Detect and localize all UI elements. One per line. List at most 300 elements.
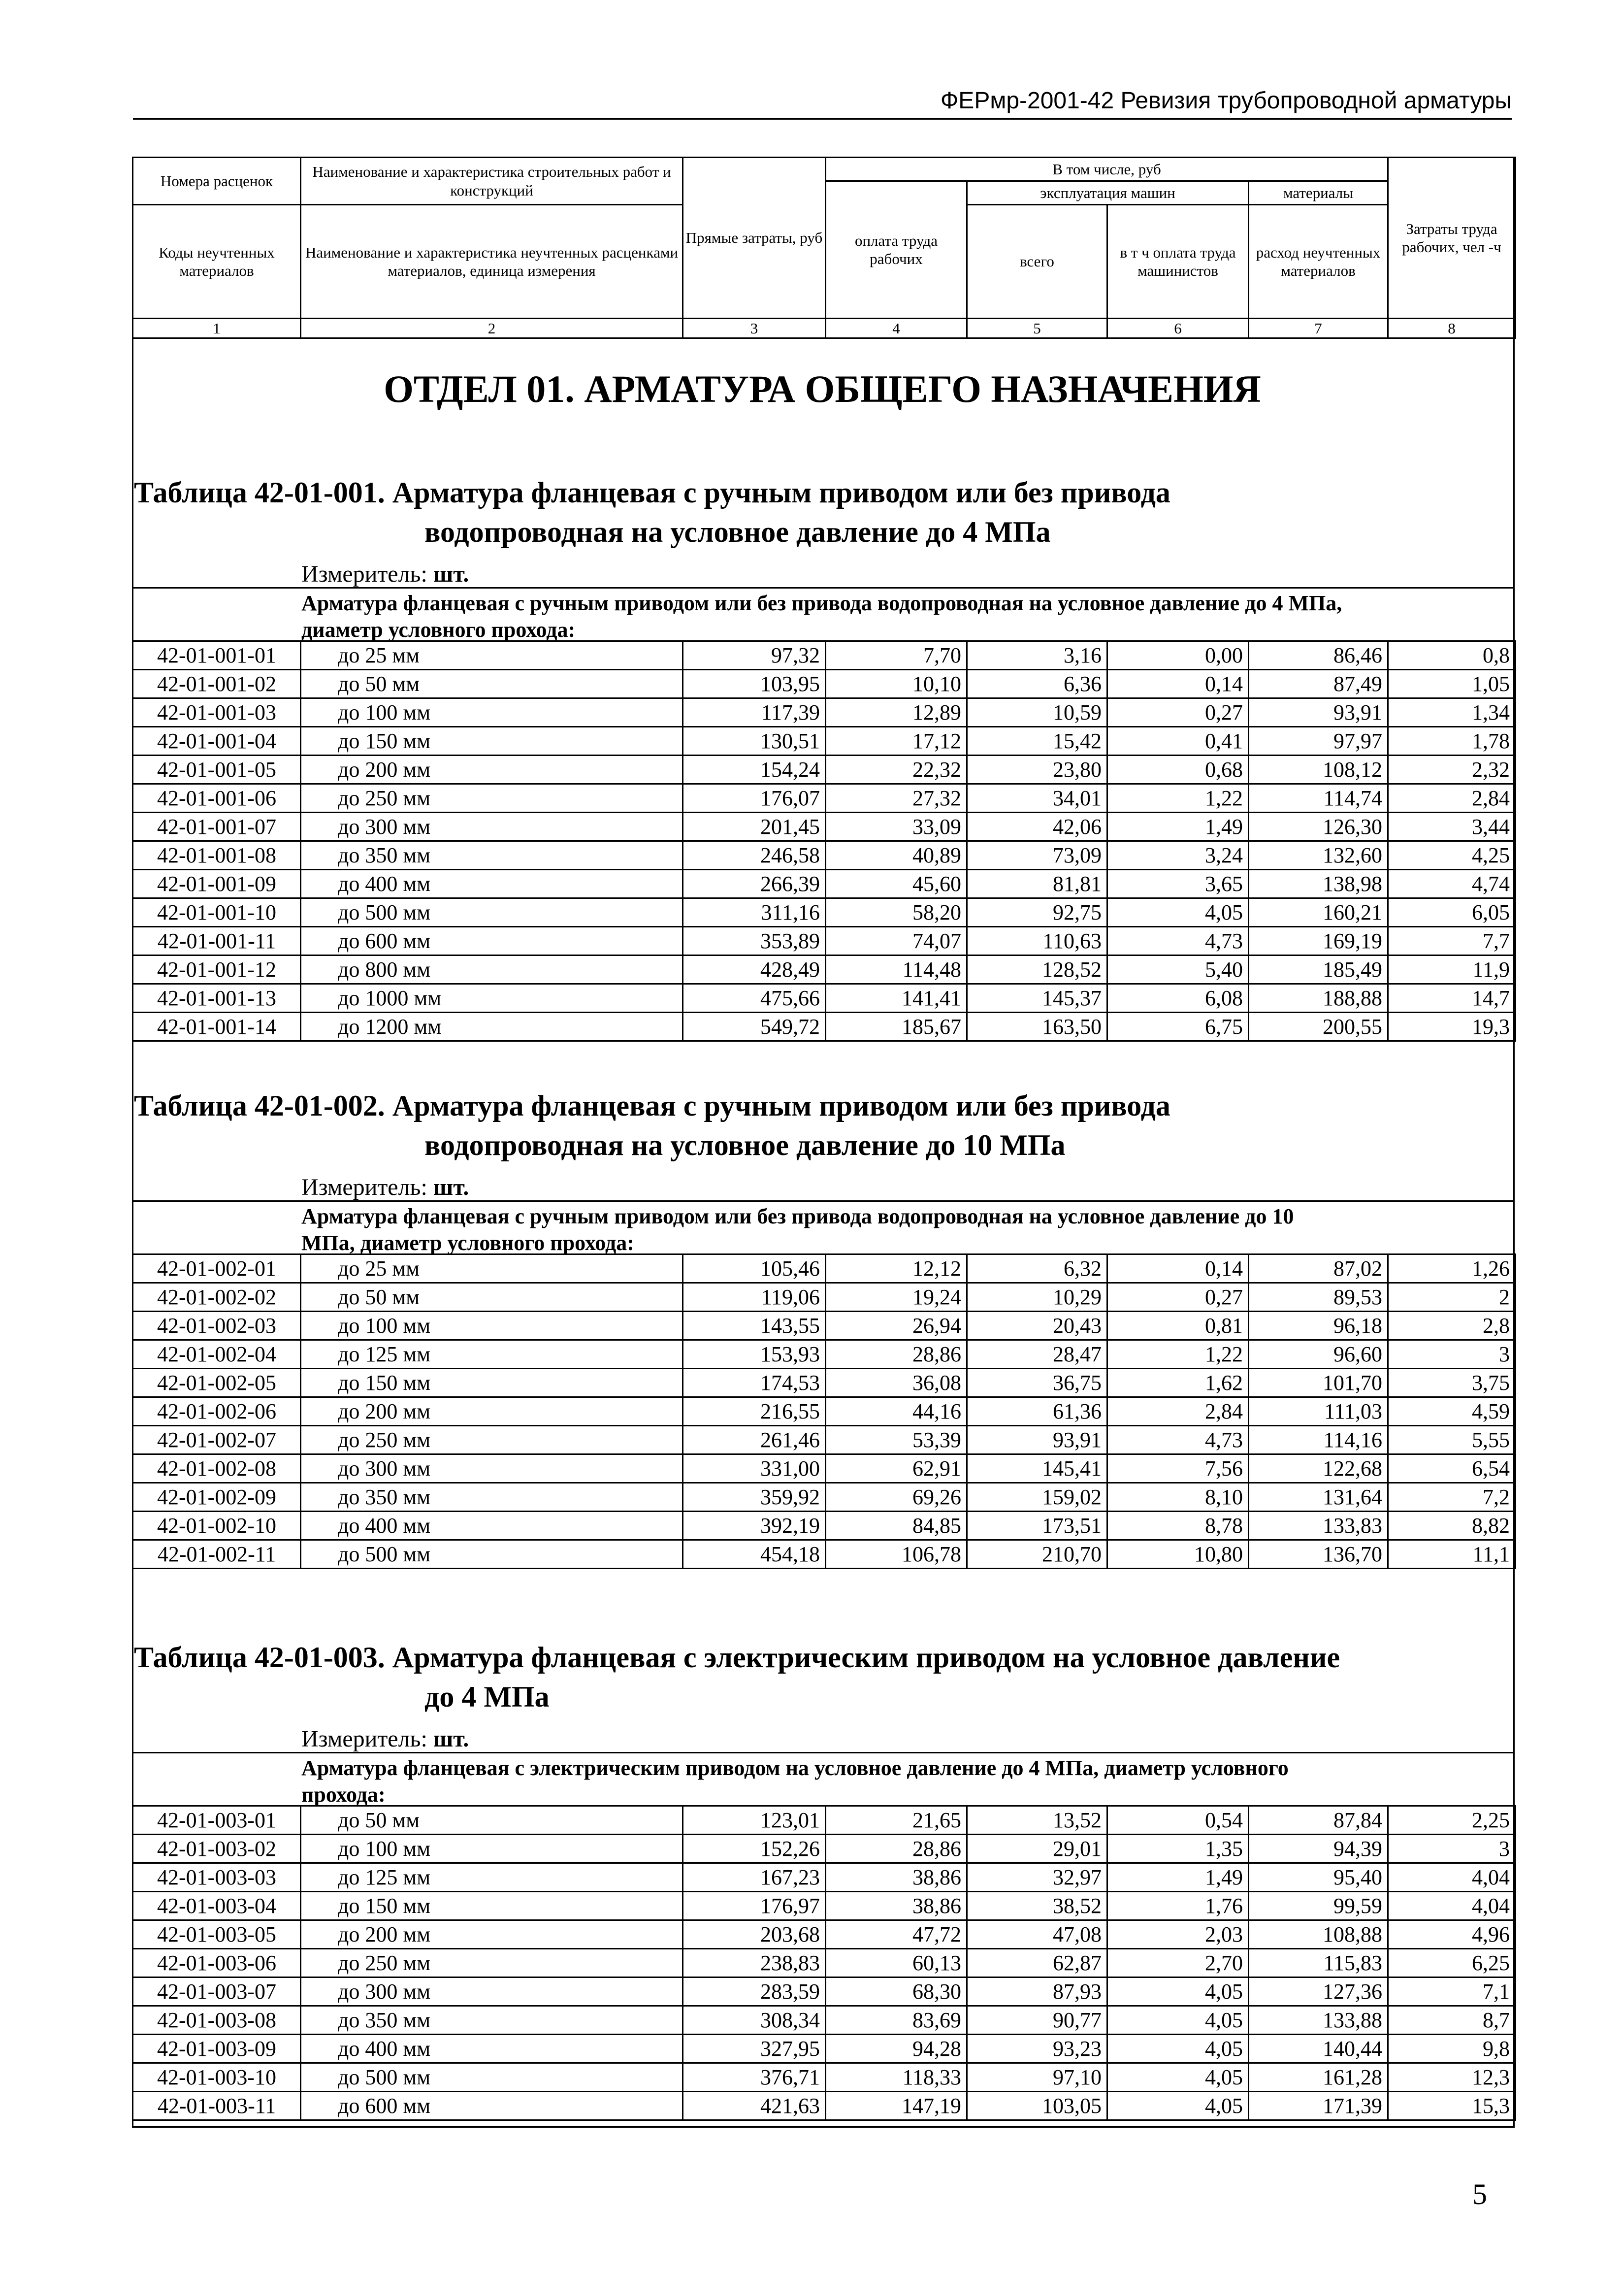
machinist-pay: 8,10 xyxy=(1107,1483,1249,1512)
labor-hours: 7,7 xyxy=(1388,927,1516,956)
labor-pay: 7,70 xyxy=(826,641,967,670)
table-title xyxy=(134,1638,1508,1716)
table-row xyxy=(133,1340,1516,1369)
materials: 161,28 xyxy=(1249,2063,1388,2092)
materials: 97,97 xyxy=(1249,727,1388,756)
table-row xyxy=(133,1312,1516,1340)
rate-name: до 250 мм xyxy=(301,784,683,813)
machinist-pay: 0,27 xyxy=(1107,698,1249,727)
labor-pay: 185,67 xyxy=(826,1013,967,1041)
machinist-pay: 1,76 xyxy=(1107,1892,1249,1920)
labor-pay: 12,89 xyxy=(826,698,967,727)
labor-hours: 3 xyxy=(1388,1340,1516,1369)
labor-hours: 2 xyxy=(1388,1283,1516,1312)
table-row xyxy=(133,1283,1516,1312)
column-number-row xyxy=(133,319,1516,338)
rate-name: до 125 мм xyxy=(301,1863,683,1892)
machinist-pay: 0,00 xyxy=(1107,641,1249,670)
rate-name: до 600 мм xyxy=(301,927,683,956)
rate-code: 42-01-003-07 xyxy=(133,1977,301,2006)
materials: 96,60 xyxy=(1249,1340,1388,1369)
labor-pay: 69,26 xyxy=(826,1483,967,1512)
labor-pay: 62,91 xyxy=(826,1454,967,1483)
direct-cost: 392,19 xyxy=(683,1512,826,1540)
labor-pay: 47,72 xyxy=(826,1920,967,1949)
direct-cost: 123,01 xyxy=(683,1806,826,1835)
rate-name: до 1000 мм xyxy=(301,984,683,1013)
direct-cost: 376,71 xyxy=(683,2063,826,2092)
direct-cost: 266,39 xyxy=(683,870,826,898)
materials: 96,18 xyxy=(1249,1312,1388,1340)
materials: 89,53 xyxy=(1249,1283,1388,1312)
rate-code: 42-01-002-02 xyxy=(133,1283,301,1312)
column-number: 7 xyxy=(1249,319,1388,338)
machines-total: 10,59 xyxy=(967,698,1107,727)
machines-total: 29,01 xyxy=(967,1835,1107,1863)
rate-name: до 250 мм xyxy=(301,1949,683,1977)
labor-hours: 7,2 xyxy=(1388,1483,1516,1512)
machines-total: 6,36 xyxy=(967,670,1107,698)
rate-name: до 100 мм xyxy=(301,698,683,727)
rate-code: 42-01-003-03 xyxy=(133,1863,301,1892)
rate-code: 42-01-002-04 xyxy=(133,1340,301,1369)
machinist-pay: 1,35 xyxy=(1107,1835,1249,1863)
labor-hours: 3 xyxy=(1388,1835,1516,1863)
group-divider xyxy=(132,587,1515,589)
machines-total: 97,10 xyxy=(967,2063,1107,2092)
rate-code: 42-01-003-08 xyxy=(133,2006,301,2035)
materials: 93,91 xyxy=(1249,698,1388,727)
machinist-pay: 7,56 xyxy=(1107,1454,1249,1483)
table-row xyxy=(133,756,1516,784)
machinist-pay: 6,75 xyxy=(1107,1013,1249,1041)
table-title-line1: Таблица 42-01-001. Арматура фланцевая с ручным приводом или без привода xyxy=(134,476,1170,509)
labor-hours: 4,04 xyxy=(1388,1863,1516,1892)
materials: 188,88 xyxy=(1249,984,1388,1013)
materials: 132,60 xyxy=(1249,841,1388,870)
labor-pay: 36,08 xyxy=(826,1369,967,1397)
unit-value: шт. xyxy=(433,561,469,587)
machines-total: 81,81 xyxy=(967,870,1107,898)
labor-hours: 2,84 xyxy=(1388,784,1516,813)
table-row xyxy=(133,641,1516,670)
rate-code: 42-01-003-05 xyxy=(133,1920,301,1949)
machines-total: 145,37 xyxy=(967,984,1107,1013)
rate-code: 42-01-003-04 xyxy=(133,1892,301,1920)
machinist-pay: 1,49 xyxy=(1107,813,1249,841)
header-incl: В том числе, руб xyxy=(826,158,1388,181)
rate-code: 42-01-003-01 xyxy=(133,1806,301,1835)
direct-cost: 261,46 xyxy=(683,1426,826,1454)
rate-code: 42-01-001-05 xyxy=(133,756,301,784)
machines-total: 23,80 xyxy=(967,756,1107,784)
labor-pay: 106,78 xyxy=(826,1540,967,1569)
rate-code: 42-01-002-03 xyxy=(133,1312,301,1340)
table-title-line2: до 4 МПа xyxy=(424,1681,550,1713)
rate-name: до 1200 мм xyxy=(301,1013,683,1041)
direct-cost: 119,06 xyxy=(683,1283,826,1312)
description-line1: Арматура фланцевая с электрическим приводом на условное давление до 4 МПа, диаметр условного xyxy=(301,1756,1289,1780)
machines-total: 73,09 xyxy=(967,841,1107,870)
table-title xyxy=(134,473,1508,552)
table-row xyxy=(133,1949,1516,1977)
rate-code: 42-01-002-11 xyxy=(133,1540,301,1569)
column-number: 6 xyxy=(1107,319,1249,338)
rate-code: 42-01-002-01 xyxy=(133,1254,301,1283)
machinist-pay: 4,05 xyxy=(1107,2006,1249,2035)
labor-hours: 9,8 xyxy=(1388,2035,1516,2063)
machinist-pay: 1,62 xyxy=(1107,1369,1249,1397)
labor-pay: 28,86 xyxy=(826,1340,967,1369)
rate-code: 42-01-002-08 xyxy=(133,1454,301,1483)
rate-name: до 125 мм xyxy=(301,1340,683,1369)
labor-hours: 8,82 xyxy=(1388,1512,1516,1540)
rate-name: до 250 мм xyxy=(301,1426,683,1454)
table-row xyxy=(133,1806,1516,1835)
rate-code: 42-01-001-09 xyxy=(133,870,301,898)
rate-name: до 600 мм xyxy=(301,2092,683,2120)
labor-pay: 38,86 xyxy=(826,1863,967,1892)
machinist-pay: 0,81 xyxy=(1107,1312,1249,1340)
labor-hours: 1,26 xyxy=(1388,1254,1516,1283)
table-row xyxy=(133,984,1516,1013)
machines-total: 3,16 xyxy=(967,641,1107,670)
machinist-pay: 1,22 xyxy=(1107,784,1249,813)
unit-line xyxy=(301,1726,469,1752)
machinist-pay: 4,05 xyxy=(1107,2092,1249,2120)
labor-hours: 2,8 xyxy=(1388,1312,1516,1340)
machinist-pay: 0,41 xyxy=(1107,727,1249,756)
header-machines: эксплуатация машин xyxy=(967,181,1249,205)
labor-hours: 3,44 xyxy=(1388,813,1516,841)
materials: 111,03 xyxy=(1249,1397,1388,1426)
rates-table xyxy=(132,1253,1516,1569)
materials: 136,70 xyxy=(1249,1540,1388,1569)
table-row xyxy=(133,1540,1516,1569)
description-line2: прохода: xyxy=(301,1782,386,1807)
labor-pay: 27,32 xyxy=(826,784,967,813)
machinist-pay: 4,05 xyxy=(1107,1977,1249,2006)
materials: 114,74 xyxy=(1249,784,1388,813)
machines-total: 42,06 xyxy=(967,813,1107,841)
table-row xyxy=(133,841,1516,870)
table-row xyxy=(133,1369,1516,1397)
header-col5: всего xyxy=(967,205,1107,319)
labor-hours: 12,3 xyxy=(1388,2063,1516,2092)
labor-hours: 3,75 xyxy=(1388,1369,1516,1397)
labor-hours: 1,34 xyxy=(1388,698,1516,727)
rate-code: 42-01-001-04 xyxy=(133,727,301,756)
direct-cost: 475,66 xyxy=(683,984,826,1013)
labor-hours: 5,55 xyxy=(1388,1426,1516,1454)
rate-name: до 150 мм xyxy=(301,1369,683,1397)
machinist-pay: 2,03 xyxy=(1107,1920,1249,1949)
labor-pay: 44,16 xyxy=(826,1397,967,1426)
labor-hours: 4,04 xyxy=(1388,1892,1516,1920)
rate-code: 42-01-002-07 xyxy=(133,1426,301,1454)
direct-cost: 331,00 xyxy=(683,1454,826,1483)
direct-cost: 103,95 xyxy=(683,670,826,698)
rate-code: 42-01-002-06 xyxy=(133,1397,301,1426)
machines-total: 15,42 xyxy=(967,727,1107,756)
unit-label: Измеритель: xyxy=(301,1174,427,1200)
table-title-line1: Таблица 42-01-002. Арматура фланцевая с ручным приводом или без привода xyxy=(134,1089,1170,1122)
labor-pay: 114,48 xyxy=(826,956,967,984)
direct-cost: 130,51 xyxy=(683,727,826,756)
materials: 160,21 xyxy=(1249,898,1388,927)
group-description xyxy=(301,590,1513,643)
group-description xyxy=(301,1203,1513,1256)
rate-name: до 400 мм xyxy=(301,870,683,898)
description-line1: Арматура фланцевая с ручным приводом или без привода водопроводная на условное давление до 4 МПа, xyxy=(301,591,1342,615)
table-row xyxy=(133,898,1516,927)
materials: 140,44 xyxy=(1249,2035,1388,2063)
rate-code: 42-01-003-09 xyxy=(133,2035,301,2063)
materials: 108,88 xyxy=(1249,1920,1388,1949)
labor-hours: 8,7 xyxy=(1388,2006,1516,2035)
group-description xyxy=(301,1755,1513,1808)
rate-name: до 350 мм xyxy=(301,841,683,870)
labor-pay: 118,33 xyxy=(826,2063,967,2092)
table-row xyxy=(133,1835,1516,1863)
description-line2: диаметр условного прохода: xyxy=(301,618,576,642)
running-header: ФЕРмр-2001-42 Ревизия трубопроводной арматуры xyxy=(133,84,1512,120)
machines-total: 36,75 xyxy=(967,1369,1107,1397)
direct-cost: 117,39 xyxy=(683,698,826,727)
machines-total: 159,02 xyxy=(967,1483,1107,1512)
direct-cost: 152,26 xyxy=(683,1835,826,1863)
labor-hours: 4,25 xyxy=(1388,841,1516,870)
unit-value: шт. xyxy=(433,1726,469,1752)
rate-code: 42-01-001-12 xyxy=(133,956,301,984)
materials: 87,84 xyxy=(1249,1806,1388,1835)
rate-name: до 350 мм xyxy=(301,2006,683,2035)
rate-code: 42-01-002-05 xyxy=(133,1369,301,1397)
direct-cost: 176,07 xyxy=(683,784,826,813)
direct-cost: 283,59 xyxy=(683,1977,826,2006)
header-col8: Затраты труда рабочих, чел -ч xyxy=(1388,158,1516,319)
table-row xyxy=(133,1977,1516,2006)
rate-name: до 400 мм xyxy=(301,1512,683,1540)
machinist-pay: 2,70 xyxy=(1107,1949,1249,1977)
table-row xyxy=(133,1454,1516,1483)
direct-cost: 176,97 xyxy=(683,1892,826,1920)
labor-hours: 6,25 xyxy=(1388,1949,1516,1977)
rate-code: 42-01-001-01 xyxy=(133,641,301,670)
machines-total: 163,50 xyxy=(967,1013,1107,1041)
machines-total: 93,23 xyxy=(967,2035,1107,2063)
rate-code: 42-01-003-10 xyxy=(133,2063,301,2092)
labor-pay: 22,32 xyxy=(826,756,967,784)
rate-code: 42-01-002-09 xyxy=(133,1483,301,1512)
rate-code: 42-01-001-14 xyxy=(133,1013,301,1041)
table-row xyxy=(133,927,1516,956)
table-title-line2: водопроводная на условное давление до 10 МПа xyxy=(424,1129,1066,1161)
rate-name: до 200 мм xyxy=(301,1920,683,1949)
machines-total: 93,91 xyxy=(967,1426,1107,1454)
rate-code: 42-01-002-10 xyxy=(133,1512,301,1540)
labor-pay: 83,69 xyxy=(826,2006,967,2035)
machines-total: 128,52 xyxy=(967,956,1107,984)
materials: 200,55 xyxy=(1249,1013,1388,1041)
labor-pay: 38,86 xyxy=(826,1892,967,1920)
table-row xyxy=(133,1254,1516,1283)
labor-pay: 33,09 xyxy=(826,813,967,841)
table-row xyxy=(133,1892,1516,1920)
rate-name: до 200 мм xyxy=(301,756,683,784)
labor-hours: 15,3 xyxy=(1388,2092,1516,2120)
machinist-pay: 4,73 xyxy=(1107,1426,1249,1454)
materials: 171,39 xyxy=(1249,2092,1388,2120)
machinist-pay: 0,14 xyxy=(1107,670,1249,698)
table-row xyxy=(133,1920,1516,1949)
machinist-pay: 10,80 xyxy=(1107,1540,1249,1569)
unit-value: шт. xyxy=(433,1174,469,1200)
machinist-pay: 1,22 xyxy=(1107,1340,1249,1369)
labor-hours: 14,7 xyxy=(1388,984,1516,1013)
materials: 126,30 xyxy=(1249,813,1388,841)
materials: 99,59 xyxy=(1249,1892,1388,1920)
unit-label: Измеритель: xyxy=(301,561,427,587)
machines-total: 173,51 xyxy=(967,1512,1107,1540)
rate-code: 42-01-001-07 xyxy=(133,813,301,841)
labor-pay: 141,41 xyxy=(826,984,967,1013)
machines-total: 10,29 xyxy=(967,1283,1107,1312)
labor-pay: 74,07 xyxy=(826,927,967,956)
table-row xyxy=(133,870,1516,898)
direct-cost: 143,55 xyxy=(683,1312,826,1340)
direct-cost: 174,53 xyxy=(683,1369,826,1397)
group-divider xyxy=(132,1752,1515,1753)
labor-pay: 60,13 xyxy=(826,1949,967,1977)
labor-pay: 84,85 xyxy=(826,1512,967,1540)
materials: 138,98 xyxy=(1249,870,1388,898)
direct-cost: 154,24 xyxy=(683,756,826,784)
labor-hours: 1,05 xyxy=(1388,670,1516,698)
table-row xyxy=(133,2035,1516,2063)
materials: 86,46 xyxy=(1249,641,1388,670)
direct-cost: 167,23 xyxy=(683,1863,826,1892)
rate-name: до 50 мм xyxy=(301,1806,683,1835)
machines-total: 110,63 xyxy=(967,927,1107,956)
table-title xyxy=(134,1086,1508,1165)
direct-cost: 421,63 xyxy=(683,2092,826,2120)
machinist-pay: 4,05 xyxy=(1107,2063,1249,2092)
labor-hours: 2,25 xyxy=(1388,1806,1516,1835)
rate-name: до 500 мм xyxy=(301,2063,683,2092)
page-number: 5 xyxy=(1472,2178,1487,2210)
table-row xyxy=(133,1426,1516,1454)
header-col2-bottom: Наименование и характеристика неучтенных расценками материалов, единица измерения xyxy=(301,205,683,319)
rate-name: до 300 мм xyxy=(301,1977,683,2006)
column-number: 8 xyxy=(1388,319,1516,338)
machinist-pay: 3,24 xyxy=(1107,841,1249,870)
rate-code: 42-01-003-11 xyxy=(133,2092,301,2120)
direct-cost: 428,49 xyxy=(683,956,826,984)
unit-line xyxy=(301,1175,469,1200)
rates-table xyxy=(132,640,1516,1042)
machines-total: 87,93 xyxy=(967,1977,1107,2006)
rate-code: 42-01-001-03 xyxy=(133,698,301,727)
rate-code: 42-01-003-02 xyxy=(133,1835,301,1863)
direct-cost: 216,55 xyxy=(683,1397,826,1426)
materials: 87,49 xyxy=(1249,670,1388,698)
direct-cost: 203,68 xyxy=(683,1920,826,1949)
machinist-pay: 3,65 xyxy=(1107,870,1249,898)
header-col4: оплата труда рабочих xyxy=(826,181,967,319)
group-divider xyxy=(132,1200,1515,1202)
rate-code: 42-01-001-06 xyxy=(133,784,301,813)
direct-cost: 246,58 xyxy=(683,841,826,870)
machines-total: 90,77 xyxy=(967,2006,1107,2035)
labor-pay: 40,89 xyxy=(826,841,967,870)
description-line2: МПа, диаметр условного прохода: xyxy=(301,1231,634,1255)
rate-name: до 500 мм xyxy=(301,1540,683,1569)
table-row xyxy=(133,1013,1516,1041)
machines-total: 210,70 xyxy=(967,1540,1107,1569)
rate-name: до 25 мм xyxy=(301,1254,683,1283)
direct-cost: 353,89 xyxy=(683,927,826,956)
table-row xyxy=(133,784,1516,813)
labor-hours: 6,54 xyxy=(1388,1454,1516,1483)
machines-total: 103,05 xyxy=(967,2092,1107,2120)
machinist-pay: 0,54 xyxy=(1107,1806,1249,1835)
labor-hours: 1,78 xyxy=(1388,727,1516,756)
labor-pay: 147,19 xyxy=(826,2092,967,2120)
labor-hours: 6,05 xyxy=(1388,898,1516,927)
direct-cost: 201,45 xyxy=(683,813,826,841)
rate-name: до 350 мм xyxy=(301,1483,683,1512)
machinist-pay: 4,05 xyxy=(1107,2035,1249,2063)
rate-name: до 100 мм xyxy=(301,1312,683,1340)
description-line1: Арматура фланцевая с ручным приводом или без привода водопроводная на условное давление до 10 xyxy=(301,1204,1294,1228)
materials: 95,40 xyxy=(1249,1863,1388,1892)
labor-pay: 28,86 xyxy=(826,1835,967,1863)
machinist-pay: 0,68 xyxy=(1107,756,1249,784)
rates-table xyxy=(132,1805,1516,2121)
rate-name: до 25 мм xyxy=(301,641,683,670)
table-row xyxy=(133,670,1516,698)
rate-name: до 400 мм xyxy=(301,2035,683,2063)
table-row xyxy=(133,956,1516,984)
labor-hours: 0,8 xyxy=(1388,641,1516,670)
labor-hours: 19,3 xyxy=(1388,1013,1516,1041)
direct-cost: 311,16 xyxy=(683,898,826,927)
labor-pay: 12,12 xyxy=(826,1254,967,1283)
header-col6: в т ч оплата труда машинистов xyxy=(1107,205,1249,319)
rate-name: до 150 мм xyxy=(301,727,683,756)
machinist-pay: 1,49 xyxy=(1107,1863,1249,1892)
direct-cost: 454,18 xyxy=(683,1540,826,1569)
machines-total: 145,41 xyxy=(967,1454,1107,1483)
column-number: 3 xyxy=(683,319,826,338)
labor-pay: 10,10 xyxy=(826,670,967,698)
machinist-pay: 8,78 xyxy=(1107,1512,1249,1540)
rate-name: до 500 мм xyxy=(301,898,683,927)
labor-hours: 4,59 xyxy=(1388,1397,1516,1426)
materials: 94,39 xyxy=(1249,1835,1388,1863)
table-title-line2: водопроводная на условное давление до 4 МПа xyxy=(424,516,1051,548)
direct-cost: 97,32 xyxy=(683,641,826,670)
direct-cost: 238,83 xyxy=(683,1949,826,1977)
rate-code: 42-01-001-13 xyxy=(133,984,301,1013)
labor-hours: 11,1 xyxy=(1388,1540,1516,1569)
labor-hours: 11,9 xyxy=(1388,956,1516,984)
machines-total: 13,52 xyxy=(967,1806,1107,1835)
labor-pay: 53,39 xyxy=(826,1426,967,1454)
rate-code: 42-01-001-10 xyxy=(133,898,301,927)
direct-cost: 549,72 xyxy=(683,1013,826,1041)
